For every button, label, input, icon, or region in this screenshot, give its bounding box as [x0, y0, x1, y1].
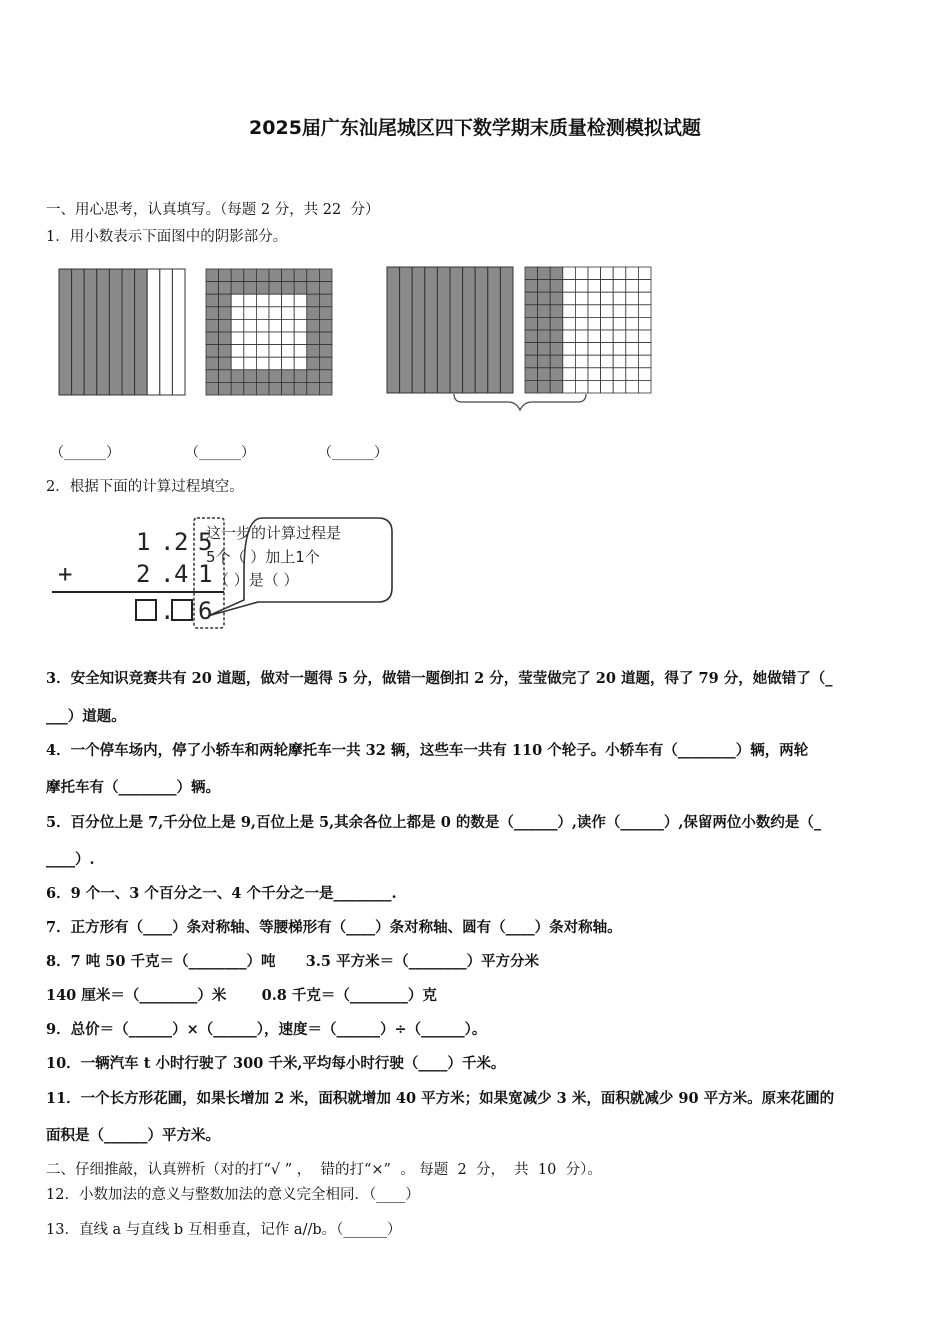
grid-cell [575, 355, 588, 368]
grid-cell [219, 332, 232, 345]
grid-cell [294, 294, 307, 307]
grid-cell [319, 345, 332, 358]
q9-text: 9．总价＝（______）×（______），速度＝（______）÷（______）。 [46, 1021, 487, 1038]
strip [84, 269, 97, 395]
grid-cell [613, 267, 626, 280]
grid-cell [319, 332, 332, 345]
strip [59, 269, 72, 395]
grid-cell [206, 382, 219, 395]
brace-icon [454, 394, 586, 410]
grid-cell [269, 345, 282, 358]
strip [97, 269, 110, 395]
strip [135, 269, 148, 395]
grid-cell [307, 282, 320, 295]
grid-cell [525, 317, 538, 330]
grid-cell [319, 294, 332, 307]
page-title: 2025届广东汕尾城区四下数学期末质量检测模拟试题 [249, 117, 701, 139]
grid-cell [244, 332, 257, 345]
grid-cell [563, 267, 576, 280]
grid-cell [269, 357, 282, 370]
addend1-int: 1 [136, 528, 151, 556]
grid-cell [282, 370, 295, 383]
q13-text: 13．直线 a 与直线 b 互相垂直，记作 a//b。（______） [46, 1222, 402, 1238]
grid-cell [282, 357, 295, 370]
grid-cell [319, 370, 332, 383]
grid-cell [319, 357, 332, 370]
grid-cell [601, 280, 614, 293]
grid-cell [269, 370, 282, 383]
grid-cell [538, 317, 551, 330]
grid-cell [626, 355, 639, 368]
grid-cell [219, 357, 232, 370]
strip [172, 269, 185, 395]
grid-cell [282, 345, 295, 358]
q8-line-2: 140 厘米＝（________）米 0.8 千克＝（________）克 [46, 987, 437, 1004]
grid-cell [550, 368, 563, 381]
strip [450, 267, 463, 393]
grid-cell [563, 330, 576, 343]
grid-cell [244, 345, 257, 358]
grid-cell [282, 294, 295, 307]
grid-cell [244, 370, 257, 383]
grid-cell [575, 380, 588, 393]
grid-cell [525, 280, 538, 293]
grid-cell [601, 317, 614, 330]
strip [109, 269, 122, 395]
q5-line-1: 5．百分位上是 7,千分位上是 9,百位上是 5,其余各位上都是 0 的数是（______）,读作（______）,保留两位小数约是（_ [46, 814, 822, 831]
grid-cell [575, 317, 588, 330]
grid-cell [525, 380, 538, 393]
grid-cell [638, 305, 651, 318]
grid-cell [282, 319, 295, 332]
bubble-line-3: （ ）是（ ） [214, 571, 299, 589]
grid-cell [282, 282, 295, 295]
grid-cell [638, 267, 651, 280]
grid-cell [613, 380, 626, 393]
grid-cell [231, 345, 244, 358]
grid-cell [231, 294, 244, 307]
grid-cell [563, 305, 576, 318]
strip [387, 267, 400, 393]
grid-cell [538, 368, 551, 381]
grid-cell [307, 345, 320, 358]
grid-cell [538, 380, 551, 393]
grid-cell [626, 317, 639, 330]
grid-cell [231, 382, 244, 395]
result-hundredths: 6 [198, 597, 213, 625]
q12-text: 12．小数加法的意义与整数加法的意义完全相同．（____） [46, 1187, 420, 1203]
grid-cell [206, 370, 219, 383]
strip [463, 267, 476, 393]
q5-line-2: ____）. [46, 851, 95, 868]
grid-cell [256, 332, 269, 345]
grid-cell [538, 330, 551, 343]
strip [475, 267, 488, 393]
grid-cell [525, 368, 538, 381]
grid-cell [206, 307, 219, 320]
grid-cell [256, 345, 269, 358]
grid-cell [563, 380, 576, 393]
grid-cell [256, 307, 269, 320]
grid-cell [550, 267, 563, 280]
grid-cell [613, 305, 626, 318]
grid-cell [550, 305, 563, 318]
grid-cell [269, 332, 282, 345]
grid-cell [588, 267, 601, 280]
grid-cell [613, 330, 626, 343]
grid-cell [626, 305, 639, 318]
strip [400, 267, 413, 393]
grid-cell [563, 355, 576, 368]
q4-line-1: 4．一个停车场内，停了小轿车和两轮摩托车一共 32 辆，这些车一共有 110 个轮子。小轿车有（________）辆，两轮 [46, 742, 809, 759]
grid-cell [256, 319, 269, 332]
q3-line-2: ___）道题。 [46, 708, 126, 725]
grid-cell [638, 368, 651, 381]
q1-figure-b [205, 268, 333, 396]
grid-cell [638, 330, 651, 343]
q11-line-1: 11．一个长方形花圃，如果长增加 2 米，面积就增加 40 平方米；如果宽减少 3 米，面积就减少 90 平方米。原来花圃的 [46, 1090, 835, 1107]
grid-cell [244, 307, 257, 320]
grid-cell [219, 319, 232, 332]
grid-cell [244, 319, 257, 332]
q6-text: 6．9 个一、3 个百分之一、4 个千分之一是________. [46, 885, 397, 902]
grid-cell [550, 355, 563, 368]
section1-heading: 一、用心思考，认真填写。（每题 2 分，共 22 分） [46, 202, 380, 218]
q1-figure-c [386, 266, 654, 412]
grid-cell [626, 343, 639, 356]
grid-cell [282, 269, 295, 282]
grid-cell [601, 305, 614, 318]
grid-cell [575, 330, 588, 343]
grid-cell [588, 305, 601, 318]
grid-cell [588, 380, 601, 393]
grid-cell [269, 282, 282, 295]
grid-cell [294, 307, 307, 320]
grid-cell [282, 382, 295, 395]
grid-cell [319, 269, 332, 282]
grid-cell [525, 330, 538, 343]
grid-cell [294, 282, 307, 295]
grid-cell [206, 294, 219, 307]
plus-sign: + [58, 560, 73, 588]
grid-cell [588, 330, 601, 343]
grid-cell [307, 307, 320, 320]
grid-cell [294, 357, 307, 370]
q1-answer-c[interactable]: （______） [318, 445, 388, 461]
grid-cell [219, 345, 232, 358]
grid-cell [638, 280, 651, 293]
grid-cell [613, 355, 626, 368]
grid-cell [601, 368, 614, 381]
grid-cell [319, 282, 332, 295]
grid-cell [626, 330, 639, 343]
q1-text: 1．用小数表示下面图中的阴影部分。 [46, 229, 288, 245]
addend1-hundredths: 5 [198, 528, 213, 556]
strip [437, 267, 450, 393]
grid-cell [219, 294, 232, 307]
grid-cell [294, 382, 307, 395]
grid-cell [525, 267, 538, 280]
grid-cell [307, 269, 320, 282]
grid-cell [613, 368, 626, 381]
grid-cell [626, 380, 639, 393]
grid-cell [307, 319, 320, 332]
q2-addition-figure [48, 512, 398, 634]
addend2-tenths: 4 [174, 560, 189, 588]
grid-cell [219, 282, 232, 295]
grid-cell [638, 380, 651, 393]
strip [72, 269, 85, 395]
grid-cell [282, 307, 295, 320]
grid-cell [256, 269, 269, 282]
grid-cell [244, 294, 257, 307]
addend1-tenths: 2 [174, 528, 189, 556]
grid-cell [231, 370, 244, 383]
result-box-ones[interactable] [136, 600, 156, 620]
grid-cell [294, 269, 307, 282]
grid-cell [219, 269, 232, 282]
grid-cell [231, 307, 244, 320]
strip [122, 269, 135, 395]
grid-cell [575, 267, 588, 280]
addend2-dot: . [160, 560, 175, 588]
q1-figure-a [58, 268, 186, 396]
grid-cell [206, 345, 219, 358]
grid-cell [613, 317, 626, 330]
grid-cell [307, 370, 320, 383]
grid-cell [588, 292, 601, 305]
grid-cell [575, 292, 588, 305]
grid-cell [601, 355, 614, 368]
grid-cell [550, 292, 563, 305]
grid-cell [219, 307, 232, 320]
grid-cell [588, 368, 601, 381]
grid-cell [231, 282, 244, 295]
strip [412, 267, 425, 393]
figure-a-strips [59, 269, 185, 395]
addend2-int: 2 [136, 560, 151, 588]
grid-cell [550, 343, 563, 356]
grid-cell [626, 368, 639, 381]
grid-cell [563, 280, 576, 293]
grid-cell [319, 382, 332, 395]
addend1-dot: . [160, 528, 175, 556]
grid-cell [588, 317, 601, 330]
grid-cell [256, 370, 269, 383]
grid-cell [231, 269, 244, 282]
grid-cell [206, 319, 219, 332]
grid-cell [588, 280, 601, 293]
grid-cell [626, 292, 639, 305]
grid-cell [206, 282, 219, 295]
q11-line-2: 面积是（______）平方米。 [46, 1127, 220, 1144]
grid-cell [563, 292, 576, 305]
grid-cell [319, 319, 332, 332]
grid-cell [231, 319, 244, 332]
grid-cell [638, 292, 651, 305]
grid-cell [575, 305, 588, 318]
grid-cell [575, 280, 588, 293]
q2-text: 2．根据下面的计算过程填空。 [46, 479, 244, 495]
q7-text: 7．正方形有（____）条对称轴、等腰梯形有（____）条对称轴、圆有（____）条对称轴。 [46, 919, 622, 936]
grid-cell [538, 305, 551, 318]
grid-cell [613, 280, 626, 293]
grid-cell [575, 368, 588, 381]
grid-cell [525, 343, 538, 356]
q8-line-1: 8．7 吨 50 千克＝（________）吨 3.5 平方米＝（________）平方分米 [46, 953, 540, 970]
grid-cell [307, 332, 320, 345]
grid-cell [638, 343, 651, 356]
grid-cell [206, 357, 219, 370]
grid-cell [525, 292, 538, 305]
grid-cell [525, 305, 538, 318]
grid-cell [538, 355, 551, 368]
grid-cell [613, 343, 626, 356]
bubble-line-2: 5个（ ）加上1个 [206, 548, 320, 566]
grid-cell [269, 382, 282, 395]
grid-cell [307, 357, 320, 370]
grid-cell [563, 343, 576, 356]
grid-cell [601, 380, 614, 393]
strip [147, 269, 160, 395]
grid-cell [206, 332, 219, 345]
grid-cell [626, 267, 639, 280]
grid-cell [613, 292, 626, 305]
grid-cell [282, 332, 295, 345]
grid-cell [550, 380, 563, 393]
grid-cell [231, 357, 244, 370]
grid-cell [269, 269, 282, 282]
grid-cell [269, 307, 282, 320]
grid-cell [601, 330, 614, 343]
q10-text: 10．一辆汽车 t 小时行驶了 300 千米,平均每小时行驶（____）千米。 [46, 1055, 506, 1072]
grid-cell [294, 332, 307, 345]
grid-cell [550, 317, 563, 330]
grid-cell [525, 355, 538, 368]
grid-cell [319, 307, 332, 320]
grid-cell [256, 282, 269, 295]
grid-cell [206, 269, 219, 282]
result-box-tenths[interactable] [172, 600, 192, 620]
grid-cell [601, 292, 614, 305]
q3-line-1: 3．安全知识竞赛共有 20 道题，做对一题得 5 分，做错一题倒扣 2 分，莹莹做完了 20 道题，得了 79 分，她做错了（_ [46, 670, 833, 687]
q1-answer-a[interactable]: （______） [50, 445, 120, 461]
grid-cell [256, 357, 269, 370]
strip [488, 267, 501, 393]
grid-cell [256, 382, 269, 395]
grid-cell [244, 357, 257, 370]
addend2-hundredths: 1 [198, 560, 213, 588]
grid-cell [626, 280, 639, 293]
grid-cell [588, 355, 601, 368]
grid-cell [269, 319, 282, 332]
grid-cell [244, 282, 257, 295]
grid-cell [538, 343, 551, 356]
grid-cell [550, 330, 563, 343]
grid-cell [563, 317, 576, 330]
grid-cell [219, 370, 232, 383]
grid-cell [244, 382, 257, 395]
grid-cell [231, 332, 244, 345]
grid-cell [638, 317, 651, 330]
grid-cell [638, 355, 651, 368]
grid-cell [294, 345, 307, 358]
grid-cell [601, 343, 614, 356]
grid-cell [601, 267, 614, 280]
grid-cell [269, 294, 282, 307]
grid-cell [538, 280, 551, 293]
q1-answer-b[interactable]: （______） [185, 445, 255, 461]
grid-cell [588, 343, 601, 356]
grid-cell [575, 343, 588, 356]
grid-cell [307, 294, 320, 307]
strip [425, 267, 438, 393]
grid-cell [294, 319, 307, 332]
grid-cell [550, 280, 563, 293]
grid-cell [256, 294, 269, 307]
q4-line-2: 摩托车有（________）辆。 [46, 779, 220, 796]
strip [500, 267, 513, 393]
grid-cell [538, 292, 551, 305]
grid-cell [307, 382, 320, 395]
section2-heading: 二、仔细推敲，认真辨析（对的打“√ ” ， 错的打“×” 。 每题 2 分， 共 10 分）。 [46, 1162, 602, 1178]
result-dot: . [160, 597, 175, 625]
bubble-line-1: 这一步的计算过程是 [206, 524, 342, 542]
grid-cell [219, 382, 232, 395]
grid-cell [294, 370, 307, 383]
strip [160, 269, 173, 395]
grid-cell [538, 267, 551, 280]
grid-cell [563, 368, 576, 381]
grid-cell [244, 269, 257, 282]
